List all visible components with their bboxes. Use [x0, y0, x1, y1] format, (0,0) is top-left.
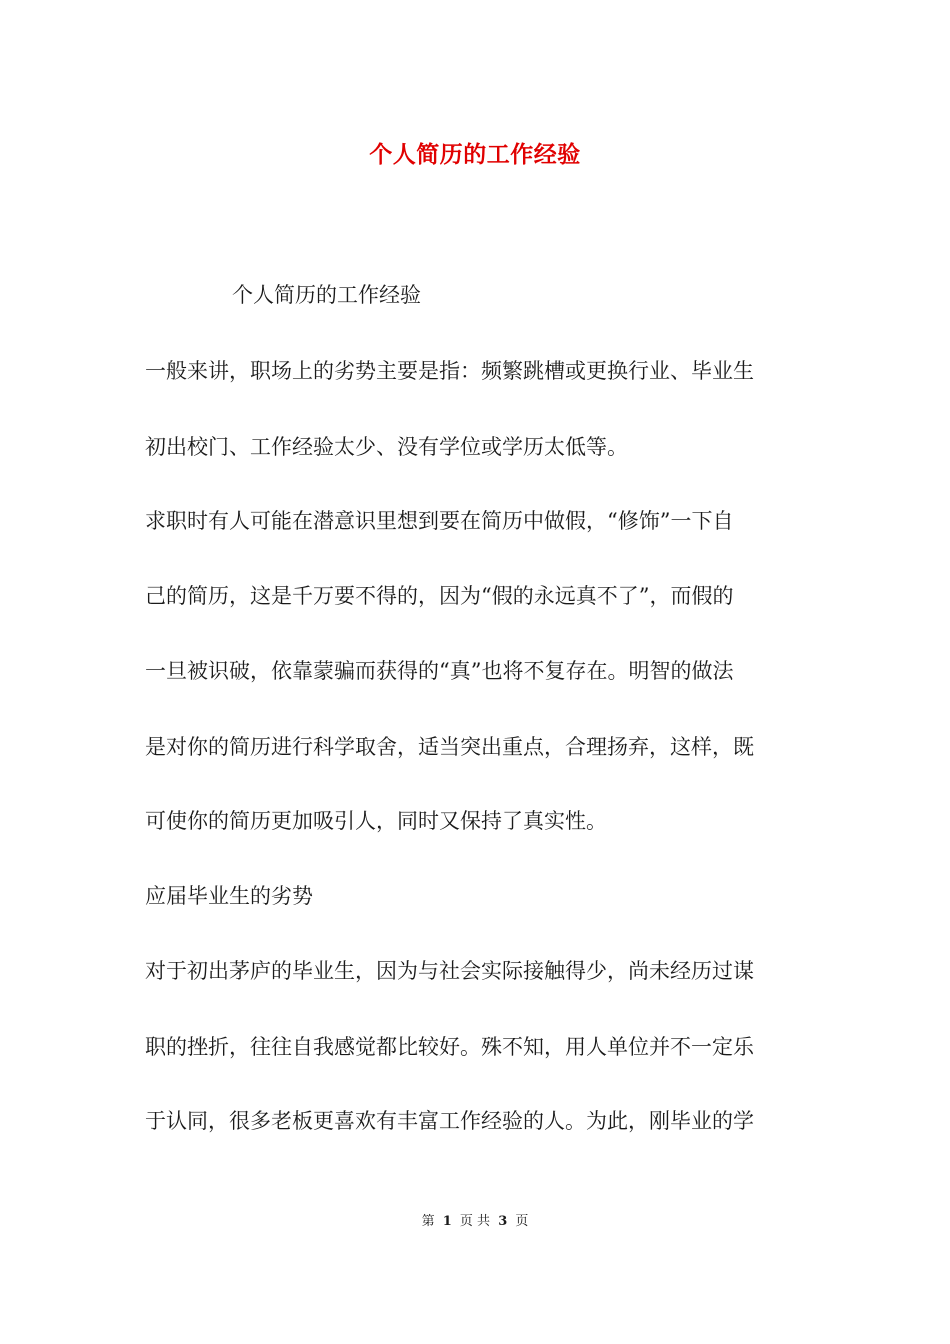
paragraph-line: 职的挫折，往往自我感觉都比较好。殊不知，用人单位并不一定乐 — [145, 1035, 754, 1059]
page-footer — [0, 1210, 950, 1229]
footer-middle: 页 共 — [459, 1214, 491, 1229]
paragraph-line: 可使你的简历更加吸引人，同时又保持了真实性。 — [145, 809, 607, 833]
document-title: 个人简历的工作经验 — [369, 141, 581, 168]
footer-page-number: 1 — [442, 1214, 452, 1229]
document-subtitle: 个人简历的工作经验 — [232, 283, 421, 307]
paragraph-line: 求职时有人可能在潜意识里想到要在简历中做假，“修饰”一下自 — [145, 509, 734, 533]
footer-total-pages: 3 — [498, 1214, 508, 1229]
paragraph-line: 是对你的简历进行科学取舍，适当突出重点，合理扬弃，这样，既 — [145, 735, 754, 759]
paragraph-line: 对于初出茅庐的毕业生，因为与社会实际接触得少，尚未经历过谋 — [145, 959, 754, 983]
footer-suffix: 页 — [515, 1214, 529, 1229]
paragraph-line: 一般来讲，职场上的劣势主要是指：频繁跳槽或更换行业、毕业生 — [145, 359, 754, 383]
paragraph-line: 于认同，很多老板更喜欢有丰富工作经验的人。为此，刚毕业的学 — [145, 1109, 754, 1133]
paragraph-line: 己的简历，这是千万要不得的，因为“假的永远真不了”，而假的 — [145, 584, 734, 608]
section-heading: 应届毕业生的劣势 — [145, 884, 313, 908]
footer-prefix: 第 — [421, 1214, 435, 1229]
paragraph-line: 初出校门、工作经验太少、没有学位或学历太低等。 — [145, 435, 628, 459]
paragraph-line: 一旦被识破，依靠蒙骗而获得的“真”也将不复存在。明智的做法 — [145, 659, 734, 683]
